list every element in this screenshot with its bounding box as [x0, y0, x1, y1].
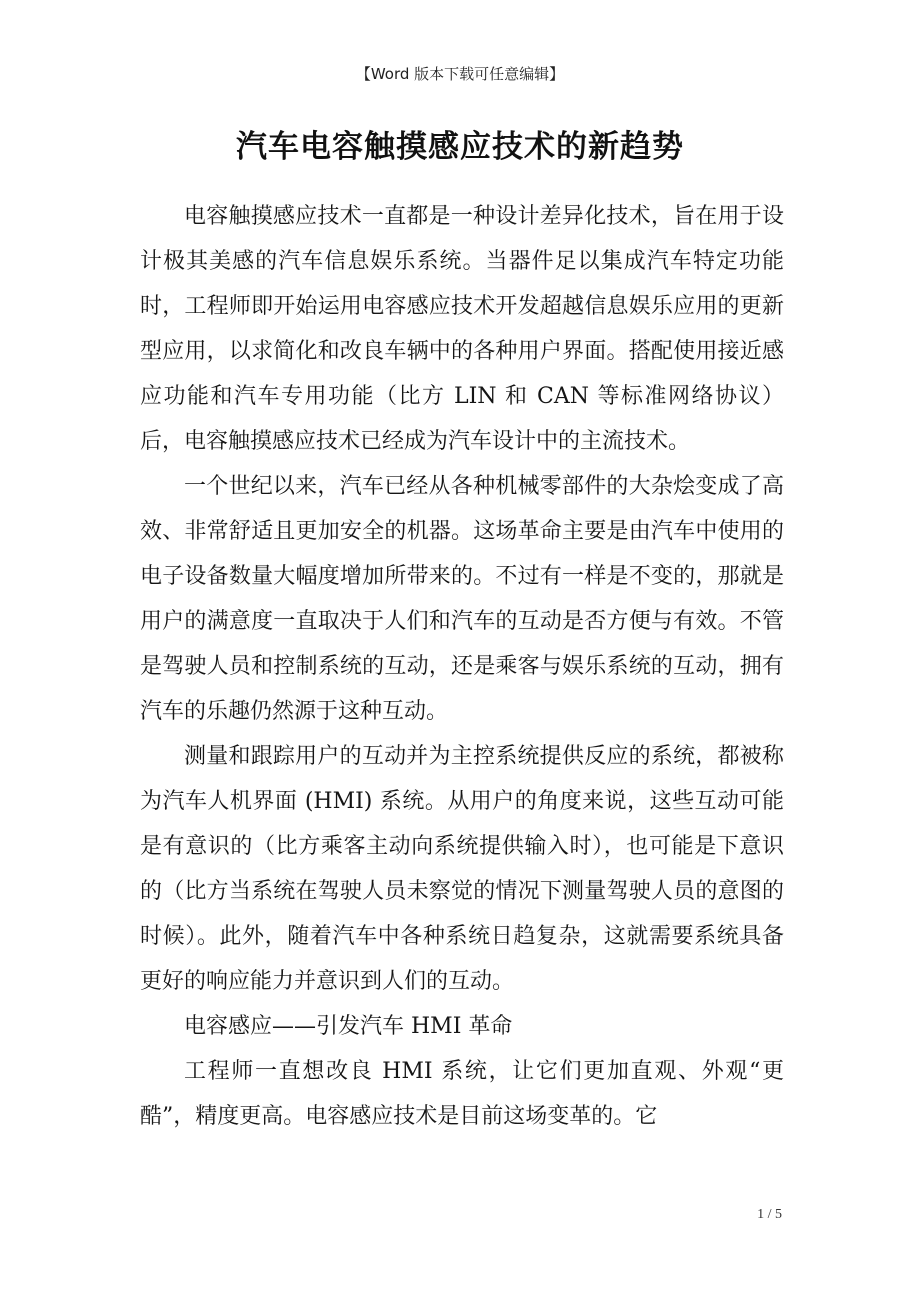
paragraph-4: 工程师一直想改良 HMI 系统，让它们更加直观、外观“更酷”，精度更高。电容感应技术是目前这场变革的。它 [140, 1059, 784, 1129]
download-note: 【Word 版本下载可任意编辑】 [355, 65, 565, 83]
document-title: 汽车电容触摸感应技术的新趋势 [236, 129, 684, 165]
page-number: 1 / 5 [757, 1207, 782, 1222]
paragraph-3: 测量和跟踪用户的互动并为主控系统提供反应的系统，都被称为汽车人机界面 (HMI) 系统。从用户的角度来说，这些互动可能是有意识的（比方乘客主动向系统提供输入时），也可能是下意识的（比方当系统在驾驶人员未察觉的情况下测量驾驶人员的意图的时候）。此外，随着汽车中各种系统日趋复杂，这就需要系统具备更好的响应能力并意识到人们的互动。 [140, 744, 784, 994]
section-subheading: 电容感应——引发汽车 HMI 革命 [184, 1014, 513, 1039]
document-body [140, 194, 784, 1139]
paragraph-2: 一个世纪以来，汽车已经从各种机械零部件的大杂烩变成了高效、非常舒适且更加安全的机器。这场革命主要是由汽车中使用的电子设备数量大幅度增加所带来的。不过有一样是不变的，那就是用户的满意度一直取决于人们和汽车的互动是否方便与有效。不管是驾驶人员和控制系统的互动，还是乘客与娱乐系统的互动，拥有汽车的乐趣仍然源于这种互动。 [140, 474, 784, 724]
paragraph-1: 电容触摸感应技术一直都是一种设计差异化技术，旨在用于设计极其美感的汽车信息娱乐系统。当器件足以集成汽车特定功能时，工程师即开始运用电容感应技术开发超越信息娱乐应用的更新型应用，以求简化和改良车辆中的各种用户界面。搭配使用接近感应功能和汽车专用功能（比方 LIN 和 CAN 等标准网络协议）后，电容触摸感应技术已经成为汽车设计中的主流技术。 [140, 204, 784, 454]
